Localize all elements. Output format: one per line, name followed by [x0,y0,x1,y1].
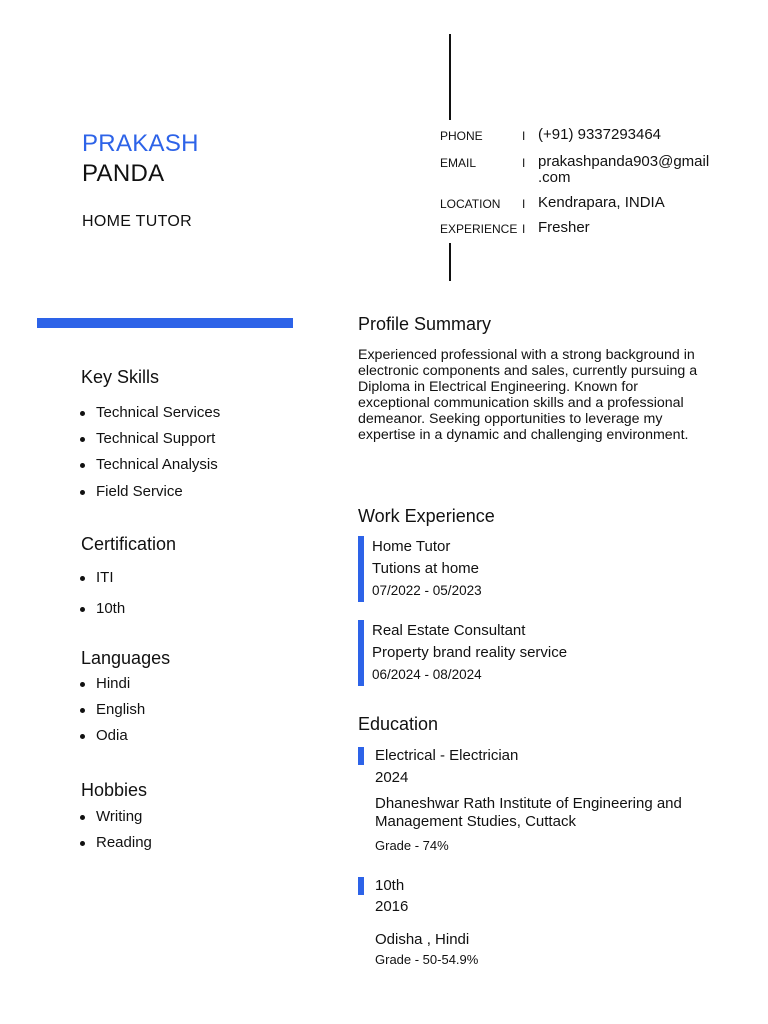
work-title: Home Tutor [372,538,451,555]
contact-label-experience: EXPERIENCE [440,222,518,236]
work-title: Real Estate Consultant [372,622,526,639]
email-line-1: prakashpanda903@gmail [538,153,710,170]
list-item: Reading [80,834,152,851]
contact-value-email[interactable] [538,154,738,186]
education-institution: Odisha , Hindi [375,931,470,948]
education-grade: Grade - 50-54.9% [375,952,479,967]
work-company: Property brand reality service [372,644,568,661]
list-item: English [80,701,145,718]
header-divider-top [449,34,451,120]
languages-heading: Languages [81,648,171,668]
first-name: PRAKASH [82,130,199,157]
list-item: ITI [80,569,125,586]
education-degree: Electrical - Electrician [375,747,519,764]
certification-heading: Certification [81,534,177,554]
contact-separator: I [522,222,526,236]
contact-separator: I [522,129,526,143]
education-marker [358,747,364,765]
hobbies-heading: Hobbies [81,780,148,800]
key-skills-heading: Key Skills [81,367,160,387]
accent-bar [37,318,293,328]
education-year: 2024 [375,769,409,786]
education-year: 2016 [375,898,409,915]
list-item: Writing [80,808,152,825]
contact-value-experience: Fresher [538,219,590,236]
contact-value-phone: (+91) 9337293464 [538,126,662,143]
list-item: Hindi [80,675,145,692]
contact-value-location: Kendrapara, INDIA [538,194,665,211]
education-grade: Grade - 74% [375,838,449,853]
header-divider-bottom [449,243,451,281]
list-item: Technical Analysis [80,456,220,473]
key-skills-list [80,404,220,500]
work-item [358,536,482,602]
education-institution: Dhaneshwar Rath Institute of Engineering and Management Studies, Cuttack [375,795,682,830]
email-line-2: .com [538,169,571,186]
work-dates: 06/2024 - 08/2024 [372,667,482,682]
work-item [358,620,567,686]
education-marker [358,877,364,895]
certification-list [80,569,125,617]
list-item: Field Service [80,483,220,500]
list-item: 10th [80,600,125,617]
education-heading: Education [358,714,439,734]
list-item: Technical Support [80,430,220,447]
work-company: Tutions at home [372,560,479,577]
job-title: HOME TUTOR [82,213,192,230]
work-dates: 07/2022 - 05/2023 [372,583,482,598]
languages-list [80,675,145,744]
contact-label-location: LOCATION [440,197,501,211]
profile-summary-text: Experienced professional with a strong background in electronic components and sales, currently pursuing a Diploma in Electrical Engineering. Known for exceptional communication skills and a professional demeanor. Seeking opportunities to leverage my expertise in a dynamic and challenging environment. [358,347,698,443]
last-name: PANDA [82,160,165,187]
contact-separator: I [522,197,526,211]
contact-label-phone: PHONE [440,129,483,143]
list-item: Odia [80,727,145,744]
hobbies-list [80,808,152,851]
education-degree: 10th [375,877,405,894]
contact-label-email: EMAIL [440,156,477,170]
profile-summary-heading: Profile Summary [358,314,492,334]
contact-separator: I [522,156,526,170]
work-experience-heading: Work Experience [358,506,495,526]
list-item: Technical Services [80,404,220,421]
